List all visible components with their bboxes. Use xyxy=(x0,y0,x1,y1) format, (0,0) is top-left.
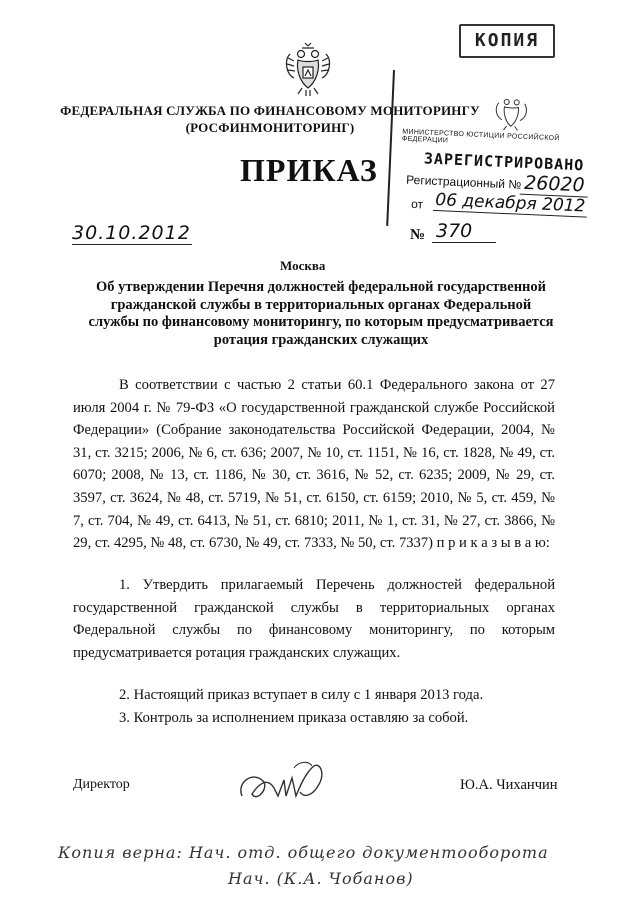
certification-note xyxy=(58,840,618,892)
copy-stamp: КОПИЯ xyxy=(459,24,555,58)
certification-note-line2: Нач. (К.А. Чобанов) xyxy=(228,869,414,888)
signatory-name: Ю.А. Чиханчин xyxy=(460,777,558,793)
body-paragraph-item-3: 3. Контроль за исполнением приказа оставляю за собой. xyxy=(119,710,469,726)
body-paragraph-item-2: 2. Настоящий приказ вступает в силу с 1 января 2013 года. xyxy=(119,687,484,703)
registration-stamp xyxy=(386,70,617,236)
signatory-position: Директор xyxy=(73,777,130,792)
stamp-ministry: МИНИСТЕРСТВО ЮСТИЦИИ РОССИЙСКОЙ ФЕДЕРАЦИИ xyxy=(401,128,560,145)
stamp-emblem-icon xyxy=(492,92,530,132)
agency-name-line2: (РОСФИНМОНИТОРИНГ) xyxy=(185,120,355,135)
body-paragraph-item-1: 1. Утвердить прилагаемый Перечень должностей федеральной государственной гражданской службы в территориальных органах Федеральной службы по финансовому мониторингу, по которым предусматривается ротация гражданских служащих. xyxy=(73,577,555,661)
stamp-regnum-label: Регистрационный № xyxy=(405,172,522,192)
order-date: 30.10.2012 xyxy=(72,222,191,244)
order-number-label: № xyxy=(410,227,426,243)
stamp-status: ЗАРЕГИСТРИРОВАНО xyxy=(423,149,585,175)
document-type: ПРИКАЗ xyxy=(240,152,378,188)
certification-note-line1: Копия верна: Нач. отд. общего документооборота xyxy=(58,843,549,862)
order-number: 370 xyxy=(432,220,496,243)
handwritten-signature xyxy=(234,752,344,812)
body-paragraph-preamble: В соответствии с частью 2 статьи 60.1 Федерального закона от 27 июля 2004 г. № 79-ФЗ «О государственной гражданской службе Российской Федерации» (Собрание законодательства Российской Федерации, 2004, № 31, ст. 3215; 2006, № 6, ст. 636; 2007, № 10, ст. 1151, № 16, ст. 1828, № 49, ст. 6070; 2008, № 13, ст. 1186, № 30, ст. 3616, № 52, ст. 6235; 2009, № 29, ст. 3597, ст. 3624, № 48, ст. 5719, № 51, ст. 6150, ст. 6159; 2010, № 5, ст. 459, № 7, ст. 704, № 49, ст. 6413, № 51, ст. 6810; 2011, № 1, ст. 31, № 27, ст. 3866, № 29, ст. 4295, № 48, ст. 6730, № 49, ст. 7333, № 50, ст. 7337) п р и к а з ы в а ю: xyxy=(73,377,555,552)
russian-coat-of-arms-icon xyxy=(282,40,334,98)
stamp-date-label: от xyxy=(410,196,424,212)
stamp-regnum-value: 26020 xyxy=(520,172,589,198)
order-city: Москва xyxy=(280,258,326,273)
order-subject: Об утверждении Перечня должностей федеральной государственной гражданской службы в территориальных органах Федеральной службы по финансовому мониторингу, по которым предусматривается ротация гражданских служащих xyxy=(88,279,554,348)
stamp-date-value: 06 декабря 2012 xyxy=(433,190,588,218)
agency-name-line1: ФЕДЕРАЛЬНАЯ СЛУЖБА ПО ФИНАНСОВОМУ МОНИТОРИНГУ xyxy=(60,103,480,118)
